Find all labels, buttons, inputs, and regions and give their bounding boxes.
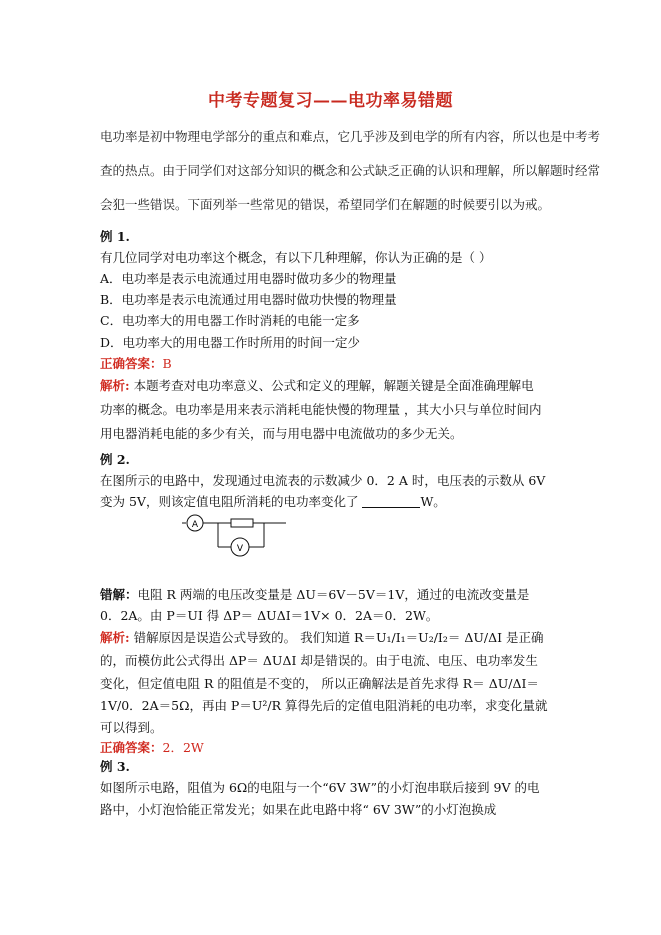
page-title: 中考专题复习——电功率易错题 [208, 91, 453, 111]
example-1-answer [100, 355, 172, 373]
wrong-label: 错解： [100, 587, 138, 602]
example-2-analysis-4: 1V/0．2A＝5Ω，再由 P＝U²/R 算得先后的定值电阻消耗的电功率，求变化量就 [100, 698, 548, 713]
answer-value: B [162, 356, 172, 371]
example-3-question-2: 路中，小灯泡恰能正常发光；如果在此电路中将“ 6V 3W”的小灯泡换成 [100, 802, 497, 817]
example-2-question-2 [100, 493, 446, 511]
circuit-diagram [182, 513, 290, 561]
example-2-wrong-2: 0．2A。由 P＝UI 得 ΔP＝ ΔUΔI＝1V× 0．2A＝0．2W。 [100, 608, 439, 623]
analysis-text: 本题考查对电功率意义、公式和定义的理解，解题关键是全面准确理解电 [129, 378, 534, 393]
answer-label: 正确答案： [100, 356, 163, 371]
example-1-option-d: D．电功率大的用电器工作时所用的时间一定少 [100, 335, 361, 350]
ammeter-label: A [191, 520, 199, 530]
example-1-question: 有几位同学对电功率这个概念，有以下几种理解，你认为正确的是（ ） [100, 250, 492, 265]
question-text: 变为 5V，则该定值电阻所消耗的电功率变化了 [100, 494, 363, 509]
example-1-option-b: B．电功率是表示电流通过用电器时做功快慢的物理量 [100, 292, 397, 307]
analysis-text: 错解原因是误造公式导致的。 我们知道 R＝U₁/I₁＝U₂/I₂＝ ΔU/ΔI 是正确 [129, 630, 544, 645]
example-2-question-1: 在图所示的电路中，发现通过电流表的示数减少 0．2 A 时，电压表的示数从 6V [100, 473, 546, 488]
example-2-analysis-5: 可以得到。 [100, 720, 163, 735]
example-1-analysis-1 [100, 377, 534, 395]
example-3-heading: 例 3. [100, 759, 130, 774]
voltmeter-label: V [236, 544, 244, 554]
example-2-analysis-3: 变化，但定值电阻 R 的阻值是不变的， 所以正确解法是首先求得 R＝ ΔU/ΔI＝ [100, 676, 539, 691]
example-2-answer [100, 739, 204, 757]
wrong-text: 电阻 R 两端的电压改变量是 ΔU＝6V－5V＝1V，通过的电流改变量是 [137, 587, 530, 602]
example-1-analysis-2: 功率的概念。电功率是用来表示消耗电能快慢的物理量 ，其大小只与单位时间内 [100, 402, 542, 417]
example-1-analysis-3: 用电器消耗电能的多少有关，而与用电器中电流做功的多少无关。 [100, 426, 463, 441]
intro-line-2: 查的热点。由于同学们对这部分知识的概念和公式缺乏正确的认识和理解，所以解题时经常 [100, 163, 601, 178]
example-2-analysis-2: 的，而模仿此公式得出 ΔP＝ ΔUΔI 却是错误的。由于电流、电压、电功率发生 [100, 653, 538, 668]
example-2-heading: 例 2. [100, 452, 130, 467]
example-1-option-c: C．电功率大的用电器工作时消耗的电能一定多 [100, 313, 360, 328]
example-1-option-a: A．电功率是表示电流通过用电器时做功多少的物理量 [100, 271, 397, 286]
analysis-label: 解析: [100, 630, 130, 645]
example-2-wrong-1 [100, 586, 529, 604]
intro-line-3: 会犯一些错误。下面列举一些常见的错误，希望同学们在解题的时候要引以为戒。 [100, 197, 551, 212]
intro-line-1: 电功率是初中物理电学部分的重点和难点，它几乎涉及到电学的所有内容，所以也是中考考 [100, 129, 601, 144]
example-3-question-1: 如图所示电路，阻值为 6Ω的电阻与一个“6V 3W”的小灯泡串联后接到 9V 的电 [100, 780, 540, 795]
answer-value: 2．2W [162, 740, 204, 755]
analysis-label: 解析: [100, 378, 130, 393]
question-unit: W。 [420, 494, 446, 509]
example-1-heading: 例 1. [100, 229, 130, 244]
resistor-symbol [231, 519, 253, 527]
answer-blank [362, 495, 420, 508]
example-2-analysis-1 [100, 629, 544, 647]
answer-label: 正确答案： [100, 740, 163, 755]
